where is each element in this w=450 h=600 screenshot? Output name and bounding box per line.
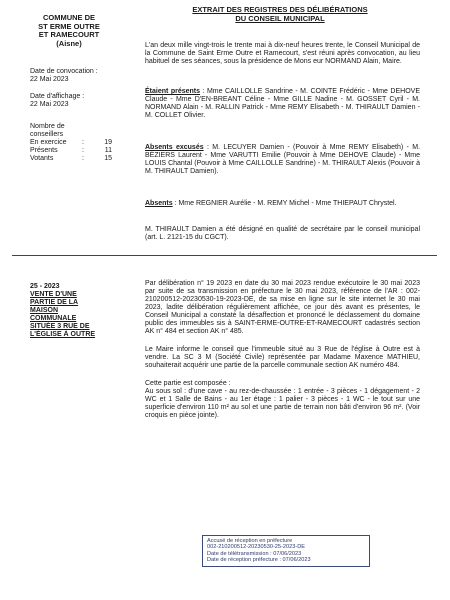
- count-label: En exercice: [30, 139, 67, 146]
- title-line: EXTRAIT DES REGISTRES DES DÉLIBÉRATIONS: [192, 5, 368, 14]
- document-title: [150, 6, 410, 23]
- absents-text: : Mme REGNIER Aurélie - M. REMY Michel - Mme THIEPAUT Chrystel.: [172, 200, 397, 207]
- presents-label: Étaient présents: [145, 88, 201, 95]
- stamp-line: Date de télétransmission : 07/06/2023: [207, 550, 302, 557]
- convocation-label: Date de convocation :: [30, 68, 98, 75]
- stamp-line: Accusé de réception en préfecture: [207, 538, 293, 544]
- secretaire-paragraph: M. THIRAULT Damien a été désigné en qualité de secrétaire par le conseil municipal (art. L. 2121-15 du CGCT).: [145, 226, 420, 241]
- stamp-line: Date de réception préfecture : 07/06/2023: [207, 557, 311, 564]
- side-info: [30, 68, 122, 163]
- conseillers-label: Nombre de: [30, 123, 65, 130]
- count-row: Présents : 11: [30, 147, 112, 154]
- section-divider: [12, 255, 437, 256]
- absents-label: Absents: [145, 200, 173, 207]
- deliberation-title: [30, 283, 130, 339]
- deliberation-number: 25 - 2023: [30, 283, 60, 290]
- commune-line: COMMUNE DE: [42, 13, 96, 22]
- convocation-date: 22 Mai 2023: [30, 76, 69, 83]
- deliberation-title-line: VENTE D'UNE: [30, 291, 77, 298]
- absents-block: [145, 200, 420, 208]
- body-paragraph: Le Maire informe le conseil que l'immeuble situé au 3 Rue de l'église à Outre est à vendre. La SC 3 M (Société Civile) représentée par Madame Maxence MATHIEU, souhaiterait acquérir une partie de la parcelle communale section AK numéro 484.: [145, 346, 420, 369]
- presents-block: [145, 88, 420, 120]
- count-label: Votants: [30, 155, 54, 162]
- affichage-date: 22 Mai 2023: [30, 101, 69, 108]
- deliberation-title-line: L'ÉGLISE À OUTRE: [30, 331, 96, 338]
- count-value: 15: [104, 155, 112, 162]
- deliberation-title-line: SITUÉE 3 RUE DE: [30, 323, 90, 330]
- count-row: En exercice : 19: [30, 139, 112, 146]
- excuses-text: : M. LECUYER Damien - (Pouvoir à Mme REMY Elisabeth) - M. BÉZIERS Laurent - Mme VARUTTI Emilie (Pouvoir à Mme DEHOVE Claude) - Mme LOUIS Chantal (Pouvoir à Mme CAILLOLLE Sandrine) - M. THIRAULT Alexis (Pouvoir à M. THIRAULT Damien).: [145, 144, 421, 175]
- excuses-label: Absents excusés: [145, 144, 204, 151]
- conseillers-label: conseillers: [30, 131, 64, 138]
- deliberation-title-line: COMMUNALE: [30, 315, 77, 322]
- prefecture-receipt-stamp: [202, 535, 370, 567]
- deliberation-title-line: MAISON: [30, 307, 58, 314]
- count-value: 19: [104, 139, 112, 146]
- count-row: Votants : 15: [30, 155, 112, 162]
- body-paragraph: Au sous sol : d'une cave - au rez-de-chaussée : 1 entrée - 3 pièces - 1 dégagement - 2 WC et 1 Salle de Bains - au 1er étage : 1 palier - 3 pièces - 1 WC - le tout sur une superficie d'environ 110 m² au sol et une partie de terrain non bâti d'environ 96 m². (Voir croquis en pièce jointe).: [145, 388, 420, 419]
- commune-line: ET RAMECOURT: [38, 30, 100, 39]
- presents-text: : Mme CAILLOLLE Sandrine - M. COINTE Frédéric - Mme DEHOVE Claude - Mme D'EN-BREANT Céline - Mme GILLE Nadine - M. GOSSET Cyril - M. NORMAND Alain - M. RALLIN Patrick - Mme REMY Elisabeth - M. THIRAULT Damien - M. COLLET Olivier.: [145, 88, 420, 119]
- count-value: 11: [104, 147, 112, 154]
- deliberation-body: [145, 280, 420, 420]
- affichage-label: Date d'affichage :: [30, 93, 85, 100]
- commune-line: ST ERME OUTRE: [38, 21, 100, 31]
- count-label: Présents: [30, 147, 58, 154]
- deliberation-title-line: PARTIE DE LA: [30, 299, 79, 306]
- intro-paragraph: L'an deux mille vingt-trois le trente mai à dix-neuf heures trente, le Conseil Municipal de la Commune de Saint Erme Outre et Ramecourt, s'est réuni après convocation, au lieu habituel de ses séances, sous la présidence de Mons eur NORMAND Alain, Maire.: [145, 42, 420, 65]
- excuses-block: [145, 144, 420, 176]
- commune-line: (Aisne): [56, 38, 82, 48]
- commune-header: [14, 14, 124, 48]
- body-paragraph: Par délibération n° 19 2023 en date du 30 mai 2023 rendue exécutoire le 30 mai 2023 par suite de sa transmission en préfecture le 30 mai 2023, référence de l'AR : 002-210200512-20230530-19-2023-DE, de sa mise en ligne sur le site internet le 30 mai 2023, ladite délibération régulièrement affichée, ce jour dès avant es présentes, le Conseil Municipal a constaté la désaffection et prononcé le déclassement du domaine public des immeubles sis à SAINT-ERME-OUTRE-ET-RAMECOURT cadastrés section AK n° 484 et section AK n° 485.: [145, 280, 420, 335]
- body-paragraph: Cette partie est composée :: [145, 380, 231, 387]
- stamp-line: 002-210200512-20230530-25-2023-DE: [207, 544, 305, 551]
- title-line: DU CONSEIL MUNICIPAL: [235, 13, 325, 23]
